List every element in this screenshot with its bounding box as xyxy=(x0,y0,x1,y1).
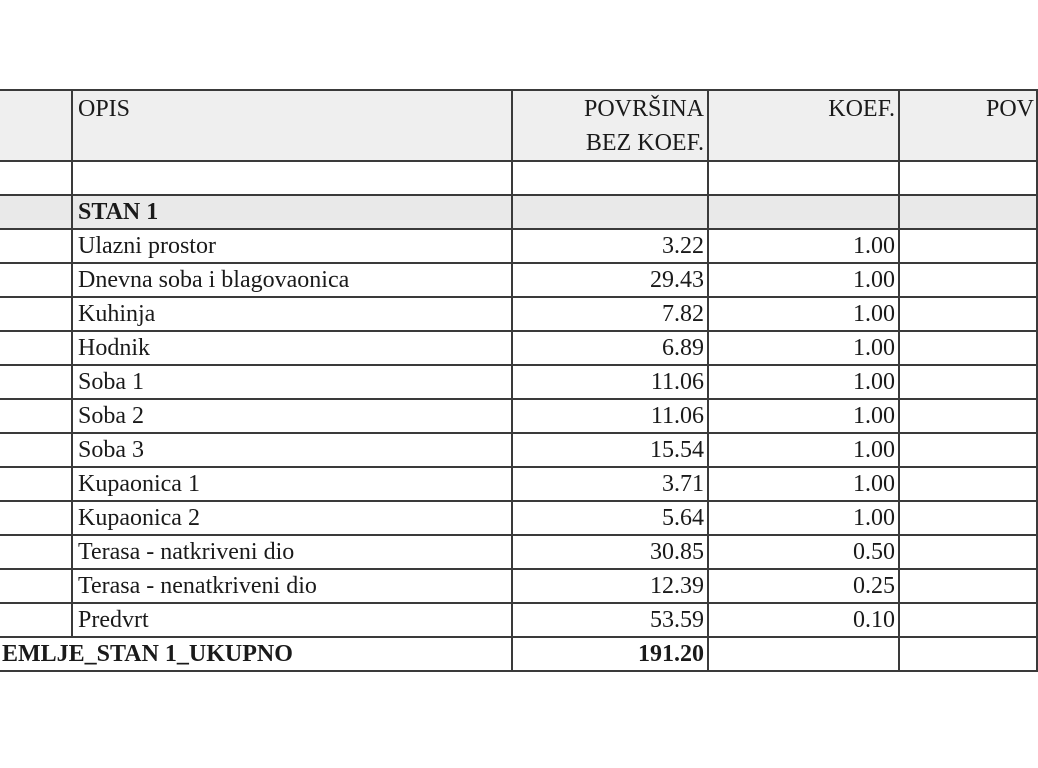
table-row xyxy=(0,569,1037,603)
table-row xyxy=(0,399,1037,433)
header-koef-label: KOEF. xyxy=(828,96,895,122)
table-row xyxy=(0,263,1037,297)
header-povrsina-label: POV xyxy=(986,96,1035,122)
row-index-cell xyxy=(0,433,72,467)
table-cell xyxy=(0,195,72,229)
row-povrsina-koef xyxy=(899,331,1037,365)
row-index-cell xyxy=(0,229,72,263)
row-povrsina: 3.22 xyxy=(512,229,708,263)
row-opis: Kupaonica 2 xyxy=(72,501,512,535)
row-povrsina-koef xyxy=(899,297,1037,331)
row-index-cell xyxy=(0,365,72,399)
total-label-text: EMLJE_STAN 1_UKUPNO xyxy=(2,640,293,667)
table-cell xyxy=(899,161,1037,195)
row-povrsina-koef xyxy=(899,229,1037,263)
row-index-cell xyxy=(0,399,72,433)
row-opis: Ulazni prostor xyxy=(72,229,512,263)
row-povrsina: 11.06 xyxy=(512,399,708,433)
table-row xyxy=(0,365,1037,399)
row-index-cell xyxy=(0,263,72,297)
row-index-cell xyxy=(0,297,72,331)
table-row xyxy=(0,467,1037,501)
total-row xyxy=(0,637,1037,671)
row-opis: Terasa - nenatkriveni dio xyxy=(72,569,512,603)
room-rows xyxy=(0,229,1037,637)
row-povrsina-koef xyxy=(899,399,1037,433)
row-povrsina: 29.43 xyxy=(512,263,708,297)
header-povrsina-line2: BEZ KOEF. xyxy=(585,130,704,156)
row-povrsina-koef xyxy=(899,501,1037,535)
row-opis: Soba 3 xyxy=(72,433,512,467)
table-cell xyxy=(708,161,899,195)
row-index-cell xyxy=(0,569,72,603)
row-koef: 1.00 xyxy=(708,399,899,433)
row-opis: Kupaonica 1 xyxy=(72,467,512,501)
header-cell-index xyxy=(0,90,72,161)
table-cell xyxy=(512,161,708,195)
row-povrsina: 15.54 xyxy=(512,433,708,467)
row-opis: Soba 2 xyxy=(72,399,512,433)
header-opis-label: OPIS xyxy=(78,96,131,122)
table-cell xyxy=(899,195,1037,229)
row-koef: 0.10 xyxy=(708,603,899,637)
section-row xyxy=(0,195,1037,229)
row-povrsina-koef xyxy=(899,603,1037,637)
row-povrsina: 11.06 xyxy=(512,365,708,399)
table-cell xyxy=(708,195,899,229)
row-index-cell xyxy=(0,535,72,569)
table-row xyxy=(0,229,1037,263)
row-povrsina: 6.89 xyxy=(512,331,708,365)
table-row xyxy=(0,297,1037,331)
row-povrsina: 3.71 xyxy=(512,467,708,501)
row-povrsina: 7.82 xyxy=(512,297,708,331)
row-koef: 1.00 xyxy=(708,501,899,535)
row-povrsina-koef xyxy=(899,365,1037,399)
row-povrsina: 53.59 xyxy=(512,603,708,637)
table-row xyxy=(0,433,1037,467)
row-koef: 1.00 xyxy=(708,365,899,399)
table-row xyxy=(0,331,1037,365)
table-header-row xyxy=(0,90,1037,161)
row-index-cell xyxy=(0,603,72,637)
row-opis: Predvrt xyxy=(72,603,512,637)
row-koef: 1.00 xyxy=(708,331,899,365)
table-row xyxy=(0,501,1037,535)
row-koef: 1.00 xyxy=(708,263,899,297)
header-koef xyxy=(708,90,899,161)
table-cell xyxy=(708,637,899,671)
row-index-cell xyxy=(0,467,72,501)
header-povrsina xyxy=(899,90,1037,161)
table-cell xyxy=(899,637,1037,671)
row-koef: 1.00 xyxy=(708,297,899,331)
row-povrsina: 30.85 xyxy=(512,535,708,569)
total-povrsina: 191.20 xyxy=(512,637,708,671)
row-index-cell xyxy=(0,331,72,365)
row-opis: Terasa - natkriveni dio xyxy=(72,535,512,569)
row-povrsina-koef xyxy=(899,263,1037,297)
row-koef: 0.50 xyxy=(708,535,899,569)
row-koef: 1.00 xyxy=(708,433,899,467)
row-povrsina-koef xyxy=(899,535,1037,569)
row-povrsina-koef xyxy=(899,569,1037,603)
row-povrsina: 12.39 xyxy=(512,569,708,603)
row-povrsina: 5.64 xyxy=(512,501,708,535)
row-koef: 1.00 xyxy=(708,229,899,263)
header-povrsina-line1: POVRŠINA xyxy=(583,96,704,122)
header-opis xyxy=(72,90,512,161)
total-label xyxy=(0,637,512,671)
area-table xyxy=(0,89,1038,672)
table-cell xyxy=(72,161,512,195)
row-opis: Soba 1 xyxy=(72,365,512,399)
section-title: STAN 1 xyxy=(72,195,512,229)
row-opis: Dnevna soba i blagovaonica xyxy=(72,263,512,297)
row-koef: 0.25 xyxy=(708,569,899,603)
blank-row xyxy=(0,161,1037,195)
row-opis: Hodnik xyxy=(72,331,512,365)
table-cell xyxy=(512,195,708,229)
row-povrsina-koef xyxy=(899,433,1037,467)
row-koef: 1.00 xyxy=(708,467,899,501)
row-opis: Kuhinja xyxy=(72,297,512,331)
table-row xyxy=(0,535,1037,569)
table-row xyxy=(0,603,1037,637)
row-povrsina-koef xyxy=(899,467,1037,501)
header-povrsina-bez-koef xyxy=(512,90,708,161)
table-cell xyxy=(0,161,72,195)
row-index-cell xyxy=(0,501,72,535)
